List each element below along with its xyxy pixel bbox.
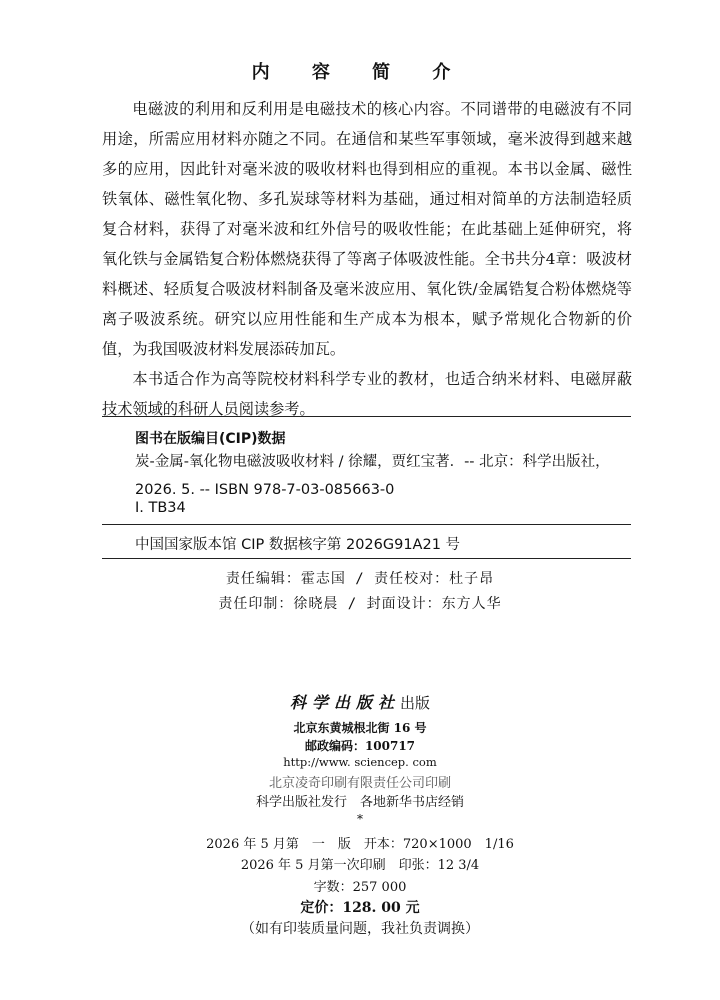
printer-name: 北京凌奇印刷有限责任公司印刷	[268, 776, 451, 791]
printing-info: 2026 年 5 月第一次印刷 印张：12 3/4	[240, 858, 480, 873]
summary-paragraph-1: 电磁波的利用和反利用是电磁技术的核心内容。不同谱带的电磁波有不同用途，所需应用材料亦随之不同。在通信和某些军事领域，毫米波得到越来越多的应用，因此针对毫米波的吸收材料也得到相应的重视。本书以金属、磁性铁氧体、磁性氧化物、多孔炭球等材料为基础，通过相对简单的方法制造轻质复合材料，获得了对毫米波和红外信号的吸收性能；在此基础上延伸研究，将氧化铁与金属锆复合粉体燃烧获得了等离子体吸波性能。全书共分4章：吸波材料概述、轻质复合吸波材料制备及毫米波应用、氧化铁/金属锆复合粉体燃烧等离子吸波系统。研究以应用性能和生产成本为根本，赋予常规化合物新的价值，为我国吸波材料发展添砖加瓦。	[102, 100, 632, 358]
edition-info: 2026 年 5 月第 一 版 开本：720×1000 1/16	[206, 837, 514, 852]
content-summary	[102, 94, 632, 424]
responsibility-line-1: 责任编辑：霍志国 / 责任校对：杜子昂	[225, 571, 495, 587]
publisher-address: 北京东黄城根北街 16 号	[293, 721, 427, 735]
divider-top	[102, 416, 631, 417]
cip-heading: 图书在版编目(CIP)数据	[135, 431, 286, 447]
summary-paragraph-2: 本书适合作为高等院校材料科学专业的教材，也适合纳米材料、电磁屏蔽技术领域的科研人员阅读参考。	[102, 370, 632, 418]
page-title: 内 容 简 介	[251, 62, 469, 83]
responsibility-line-2: 责任印制：徐晓晨 / 封面设计：东方人华	[218, 596, 502, 612]
price: 定价：128. 00 元	[300, 900, 420, 916]
cip-entry: 炭-金属-氧化物电磁波吸收材料 / 徐耀，贾红宝著．-- 北京：科学出版社，2026. 5. -- ISBN 978-7-03-085663-0	[135, 454, 610, 498]
separator-asterisk: *	[357, 812, 363, 826]
divider-cip-bottom	[102, 558, 631, 559]
distribution-info: 科学出版社发行 各地新华书店经销	[255, 795, 464, 810]
divider-cip-inner	[102, 524, 631, 525]
publisher-website: http://www. sciencep. com	[283, 755, 437, 769]
publisher-postcode: 邮政编码：100717	[304, 739, 416, 753]
exchange-note: （如有印装质量问题，我社负责调换）	[241, 921, 479, 937]
cip-record-number: 中国国家版本馆 CIP 数据核字第 2026G91A21 号	[135, 537, 461, 553]
publisher-logo-text: 科学出版社	[289, 693, 400, 712]
word-count: 字数：257 000	[313, 880, 407, 895]
publisher-name	[0, 690, 720, 713]
cip-classification: Ⅰ. TB34	[135, 500, 186, 516]
publisher-suffix: 出版	[400, 694, 431, 712]
